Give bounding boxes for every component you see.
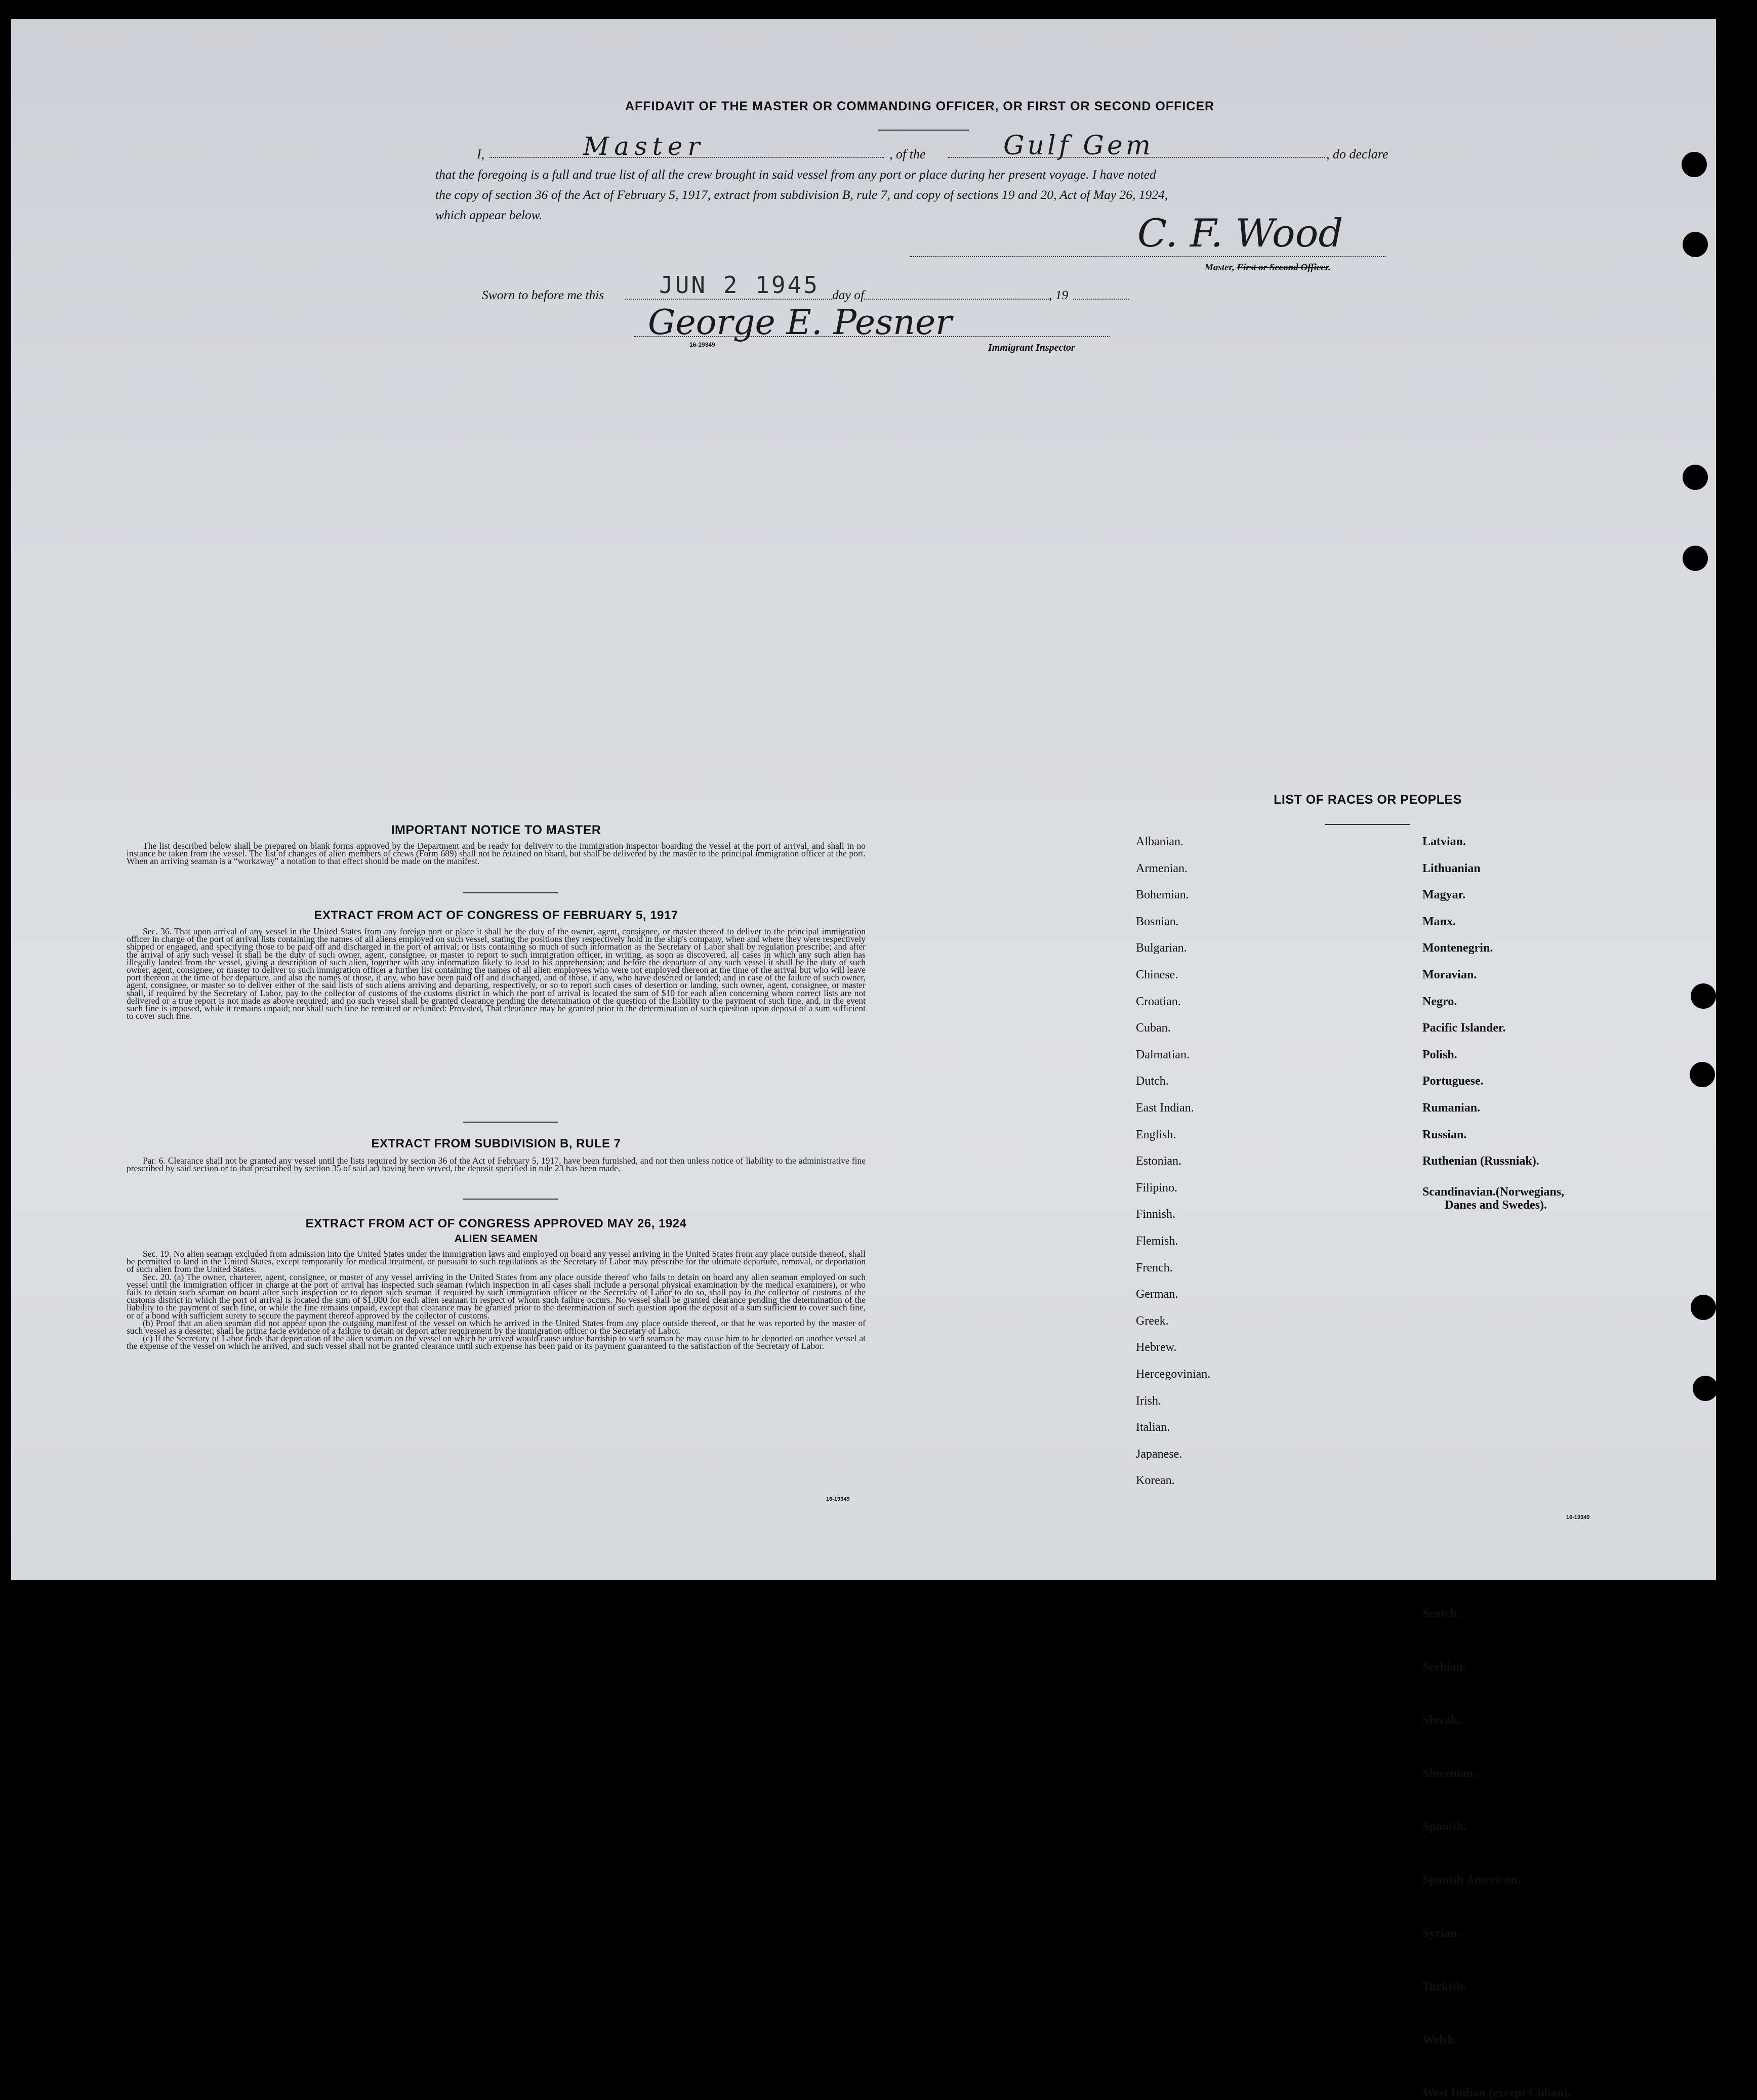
race-item: German. [1136, 1288, 1178, 1301]
rule7-text [127, 1157, 866, 1172]
divider [463, 892, 558, 893]
races-title-rule [1325, 824, 1410, 825]
notice-form-number: 16-19349 [826, 1496, 850, 1502]
race-item: Welsh. [1422, 2033, 1457, 2046]
punch-hole [1683, 232, 1708, 257]
date-stamp: JUN 2 1945 [659, 271, 820, 299]
race-item: Latvian. [1422, 835, 1466, 848]
sworn-year-line [1073, 299, 1129, 300]
sec-19-paragraph: Sec. 19. No alien seaman excluded from admission into the United States under the immigration laws and employed on board any vessel arriving in the United States from any place outside thereof, shall be permitted to land in the United States, except temporarily for medical treatment, or pursuant to such regulations as the Secretary of Labor may prescribe for the ultimate departure, removal, or deportation of such alien from the United States. [127, 1249, 866, 1274]
race-item: Japanese. [1136, 1447, 1182, 1461]
punch-hole [1693, 1376, 1718, 1401]
punch-hole [1690, 1062, 1715, 1087]
race-item: Polish. [1422, 1048, 1457, 1061]
race-item: Spanish American. [1422, 1873, 1521, 1887]
punch-hole [1683, 546, 1708, 571]
race-item: Pacific Islander. [1422, 1021, 1506, 1035]
race-item: Rumanian. [1422, 1101, 1481, 1115]
race-item: Manx. [1422, 915, 1456, 928]
form-page [11, 19, 1716, 2100]
rule7-title: EXTRACT FROM SUBDIVISION B, RULE 7 [371, 1137, 621, 1150]
race-item: Bosnian. [1136, 915, 1179, 928]
section-36-paragraph: Sec. 36. That upon arrival of any vessel in the United States from any foreign port or place it shall be the duty of the owner, agent, consignee, or master thereof to deliver to the principal immigration officer in charge of the port of arrival lists containing the names of all aliens employed on such vessel, stating the positions they respectively hold in the ship's company, when and where they were respectively shipped or engaged, and specifying those to be paid off and discharged in the port of arrival; or lists containing so much of such information as the Secretary of Labor shall by regulation prescribe; and after the arrival of any such vessel it shall be the duty of such owner, agent, consignee, or master to report to such immigration officer, in writing, as soon as discovered, all cases in which any such alien has illegally landed from the vessel, giving a description of such alien, together with any information likely to lead to his apprehension; and before the departure of any such vessel it shall be the duty of such owner, agent, consignee, or master to deliver to such immigration officer a further list containing the names of all alien employees who were not employed thereon at the time of the arrival but who will leave port thereon at the time of her departure, and also the names of those, if any, who have been paid off and discharged, and of those, if any, who have deserted or landed; and in case of the failure of such owner, agent, consignee, or master so to deliver either of the said lists of such aliens arriving and departing, respectively, or so to report such cases of desertion or landing, such owner, agent, consignee, or master shall, if required by the Secretary of Labor, pay to the collector of customs of the customs district in which the port of arrival is located the sum of $10 for each alien concerning whom correct lists are not delivered or a true report is not made as above required; and no such vessel shall be granted clearance pending the determination of the question of the liability to the payment of such fine, and, in the event such fine is imposed, while it remains unpaid; nor shall such fine be remitted or refunded: Provided, That clearance may be granted prior to the determination of such question upon deposit of a sum sufficient to cover such fine. [127, 926, 866, 1021]
race-item: Negro. [1422, 995, 1457, 1008]
do-declare-label: , do declare [1326, 147, 1388, 161]
races-title: LIST OF RACES OR PEOPLES [1274, 793, 1462, 807]
punch-hole [1691, 983, 1716, 1009]
race-item: Dutch. [1136, 1075, 1169, 1088]
extract-1917-title: EXTRACT FROM ACT OF CONGRESS OF FEBRUARY 5, 1917 [314, 909, 678, 922]
affidavit-form-number: 16-19349 [689, 341, 715, 348]
race-item: East Indian. [1136, 1101, 1194, 1115]
race-item: Cuban. [1136, 1021, 1171, 1035]
sworn-month-line [864, 299, 1049, 300]
notice-paragraph: The list described below shall be prepared on blank forms approved by the Department and be ready for delivery to the immigration inspector boarding the vessel at the port of arrival, and shall in no instance be taken from the vessel. The list of changes of alien members of crews (Form 689) shall not be retained on board, but shall be delivered by the master to the principal immigration officer at the port. When an arriving seaman is a “workaway” a notation to that effect should be made on the manifest. [127, 841, 866, 867]
race-item: Albanian. [1136, 835, 1183, 848]
punch-hole [1691, 1295, 1716, 1320]
race-item: Slovenian. [1422, 1767, 1477, 1780]
par-6-paragraph: Par. 6. Clearance shall not be granted any vessel until the lists required by section 36 of the Act of February 5, 1917, have been furnished, and not then unless notice of liability to the administrative fine prescribed by said section or to that prescribed by section 35 of said act having been served, the deposit specified in rule 23 has been made. [127, 1156, 866, 1174]
race-item: Bohemian. [1136, 888, 1189, 902]
sec-20b-paragraph: (b) Proof that an alien seaman did not appear upon the outgoing manifest of the vessel on which he arrived in the United States from any place outside thereof, or that he was reported by the master of such vessel as a deserter, shall be prima facie evidence of a failure to detain or deport after requirement by the immigration officer or the Secretary of Labor. [127, 1317, 866, 1336]
races-form-number: 16-19349 [1566, 1514, 1590, 1520]
extract-1924-text [127, 1250, 866, 1350]
race-item: Croatian. [1136, 995, 1181, 1008]
divider [463, 1199, 558, 1200]
race-item: Turkish. [1422, 1980, 1466, 1993]
race-item: Estonian. [1136, 1155, 1181, 1168]
notice-title: IMPORTANT NOTICE TO MASTER [391, 823, 601, 837]
race-item: Scotch. [1422, 1607, 1460, 1621]
master-signature[interactable]: C. F. Wood [1137, 211, 1343, 256]
race-item: Russian. [1422, 1128, 1467, 1141]
affidavit-title: AFFIDAVIT OF THE MASTER OR COMMANDING OFFICER, OR FIRST OR SECOND OFFICER [625, 99, 1215, 113]
inspector-caption: Immigrant Inspector [988, 342, 1075, 353]
race-item: Moravian. [1422, 968, 1477, 981]
affidavit-text-line-1: that the foregoing is a full and true list of all the crew brought in said vessel from any port or place during her present voyage. I have noted [435, 167, 1156, 182]
day-of-label: day of [832, 287, 865, 302]
race-item: Armenian. [1136, 861, 1188, 875]
race-item: Korean. [1136, 1474, 1175, 1488]
race-item: Ruthenian (Russniak). [1422, 1155, 1539, 1168]
i-label: I, [477, 147, 485, 161]
race-item: Finnish. [1136, 1208, 1176, 1221]
race-item: Serbian. [1422, 1660, 1466, 1674]
master-field-value[interactable]: Master [583, 132, 705, 161]
inspector-signature[interactable]: George E. Pesner [648, 303, 952, 343]
master-signature-line [910, 256, 1385, 257]
affidavit-text-line-3: which appear below. [435, 208, 543, 222]
race-item: Filipino. [1136, 1181, 1178, 1195]
race-item: Greek. [1136, 1314, 1169, 1328]
race-item: Hebrew. [1136, 1341, 1177, 1354]
extract-1917-text [127, 928, 866, 1020]
punch-hole [1683, 465, 1708, 490]
title-rule [878, 130, 969, 131]
race-item: Spanish. [1422, 1820, 1467, 1834]
race-item: Magyar. [1422, 888, 1466, 902]
extract-1924-title: EXTRACT FROM ACT OF CONGRESS APPROVED MAY 26, 1924 [305, 1217, 687, 1230]
race-item: Hercegovinian. [1136, 1368, 1211, 1381]
sworn-day-line [625, 299, 832, 300]
race-item: Syrian. [1422, 1926, 1460, 1940]
race-item: Flemish. [1136, 1234, 1178, 1248]
race-item: Italian. [1136, 1421, 1170, 1434]
race-item: Portuguese. [1422, 1075, 1484, 1088]
race-item: Lithuanian [1422, 861, 1481, 875]
sec-20c-paragraph: (c) If the Secretary of Labor finds that deportation of the alien seaman on the vessel on which he arrived would cause undue hardship to such seaman he may cause him to be deported on another vessel at the expense of the vessel on which he arrived, and such vessel shall not be granted clearance until such expense has been paid or its payment guaranteed to the satisfaction of the Secretary of Labor. [127, 1333, 866, 1351]
alien-seamen-subtitle: ALIEN SEAMEN [454, 1233, 538, 1245]
race-item: Slovak. [1422, 1713, 1461, 1727]
race-item: Montenegrin. [1422, 941, 1493, 955]
notice-text [127, 842, 866, 866]
divider [463, 1122, 558, 1123]
sec-20a-paragraph: Sec. 20. (a) The owner, charterer, agent, consignee, or master of any vessel arriving in the United States from any place outside thereof who fails to detain on board any alien seaman employed on such vessel until the immigration officer in charge at the port of arrival has inspected such seaman (which inspection in all cases shall include a personal physical examination by the medical examiners), or who fails to detain such seaman on board after such inspection or to deport such seaman if required by such immigration officer or the Secretary of Labor to do so, shall pay to the collector of customs of the customs district in which the port of arrival is located the sum of $1,000 for each alien seaman in respect of whom such failure occurs. No vessel shall be granted clearance pending the determination of the liability to the payment of such fine, or while the fine remains unpaid, except that clearance may be granted prior to the determination of such question upon the deposit of a sum sufficient to cover such fine, or of a bond with sufficient surety to secure the payment thereof approved by the collector of customs. [127, 1271, 866, 1321]
sworn-label: Sworn to before me this [482, 287, 604, 302]
race-item: Dalmatian. [1136, 1048, 1190, 1061]
race-item: French. [1136, 1261, 1173, 1274]
race-item: Scandinavian.(Norwegians, [1422, 1185, 1565, 1199]
race-item: English. [1136, 1128, 1176, 1141]
signature-caption-period: . [1328, 262, 1331, 273]
of-the-label: , of the [889, 147, 926, 161]
signature-caption-officer: First or Second Officer [1237, 262, 1329, 273]
race-item: West Indian (except Cuban). [1422, 2086, 1571, 2100]
vessel-field-value[interactable]: Gulf Gem [1003, 131, 1154, 161]
signature-caption-master: Master, [1205, 262, 1237, 273]
affidavit-text-line-2: the copy of section 36 of the Act of February 5, 1917, extract from subdivision B, rule 7, and copy of sections 19 and 20, Act of May 26, 1924, [435, 187, 1168, 202]
race-item: Bulgarian. [1136, 941, 1187, 955]
race-item: Irish. [1136, 1394, 1161, 1408]
signature-caption [1205, 262, 1331, 273]
race-item: Chinese. [1136, 968, 1178, 981]
punch-hole [1682, 152, 1707, 177]
race-item: Danes and Swedes). [1445, 1198, 1547, 1212]
year-prefix: , 19 [1049, 287, 1069, 302]
